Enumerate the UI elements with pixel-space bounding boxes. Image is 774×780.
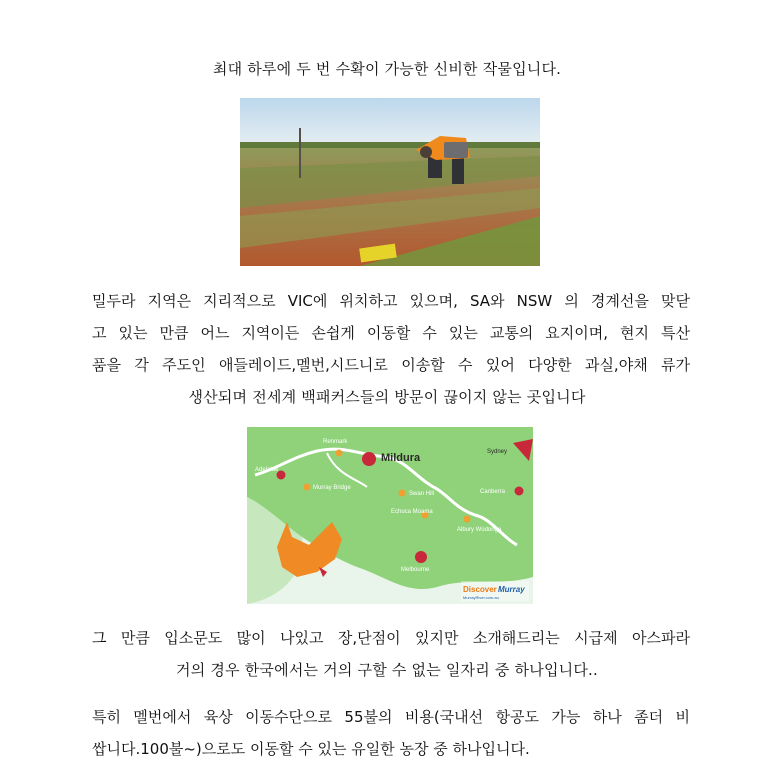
marker-murray-bridge [304, 484, 311, 491]
label-mildura: Mildura [381, 452, 421, 464]
region-map [247, 427, 533, 604]
para1-line-3: 품을 각 주도인 애들레이드,멜번,시드니로 이송할 수 있어 다양한 과실,야채 류가 [92, 356, 690, 374]
label-canberra: Canberra [480, 489, 506, 495]
label-swan-hill: Swan Hill [409, 491, 435, 497]
para2-line-2: 거의 경우 한국에서는 거의 구할 수 없는 일자리 중 하나입니다.. [176, 661, 598, 679]
para3-line-1: 특히 멜번에서 육상 이동수단으로 55불의 비용(국내선 항공도 가능 하나 좀더 비 [92, 708, 690, 726]
label-sydney: Sydney [487, 449, 508, 455]
para1-line-2: 고 있는 만큼 어느 지역이든 손쉽게 이동할 수 있는 교통의 요지이며, 현지 특산 [92, 324, 690, 342]
label-renmark: Renmark [323, 439, 348, 445]
para1-line-4: 생산되며 전세계 백패커스들의 방문이 끊이지 않는 곳입니다 [188, 388, 586, 406]
logo-murray: Murray [498, 585, 525, 594]
marker-mildura [362, 452, 376, 466]
marker-swan-hill [399, 490, 406, 497]
discover-murray-logo [461, 581, 529, 601]
para1-line-1: 밀두라 지역은 지리적으로 VIC에 위치하고 있으며, SA와 NSW 의 경계선을 맞닫 [92, 292, 690, 310]
label-adelaide: Adelaide [255, 467, 279, 473]
para3-line-2: 쌉니다.100불~)으로도 이동할 수 있는 유일한 농장 중 하나입니다. [92, 740, 530, 758]
logo-discover: Discover [463, 585, 497, 594]
intro-line: 최대 하루에 두 번 수확이 가능한 신비한 작물입니다. [212, 60, 562, 78]
marker-renmark [336, 450, 343, 457]
label-echuca: Echuca Moama [391, 509, 433, 515]
marker-melbourne [415, 551, 427, 563]
marker-albury [464, 516, 471, 523]
label-murray-bridge: Murray Bridge [313, 485, 351, 491]
field-photo [240, 98, 540, 266]
label-melbourne: Melbourne [401, 567, 430, 573]
logo-url: MurrayRiver.com.au [463, 595, 499, 600]
para2-line-1: 그 만큼 입소문도 많이 나있고 장,단점이 있지만 소개해드리는 시급제 아스파라 [92, 629, 690, 647]
marker-canberra [515, 487, 524, 496]
label-albury: Albury Wodonga [457, 527, 502, 533]
